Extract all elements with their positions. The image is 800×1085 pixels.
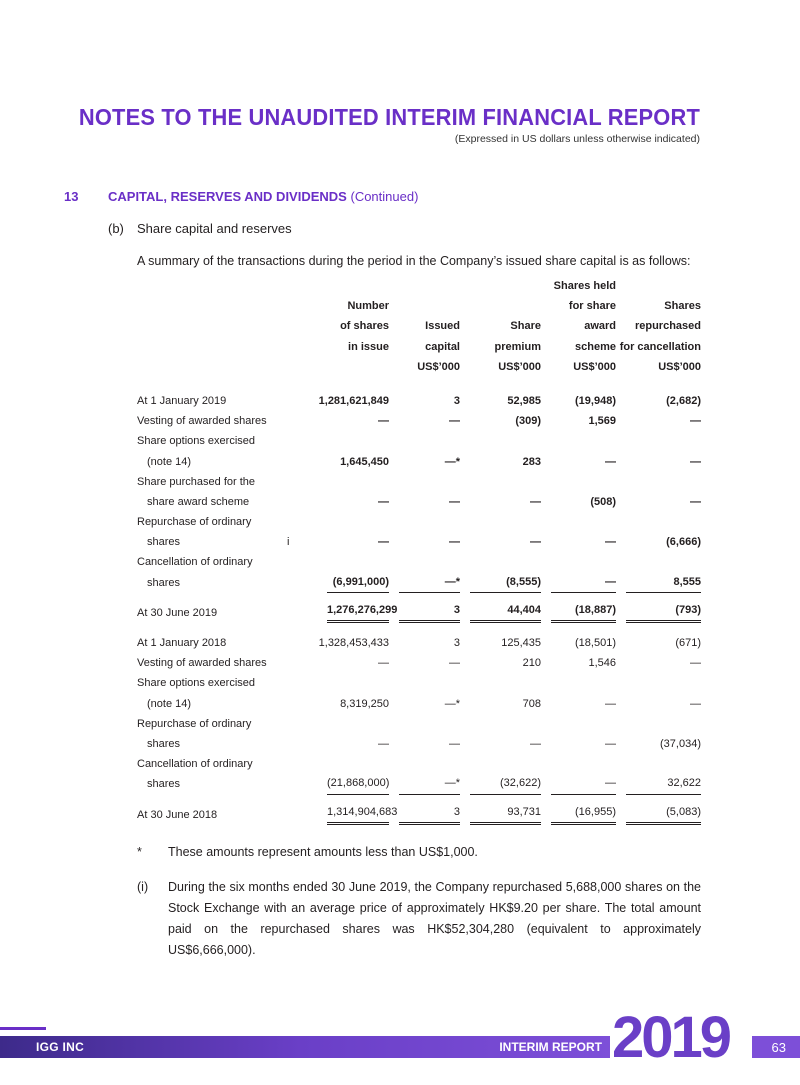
table-cell: 1,328,453,433 xyxy=(318,637,389,650)
table-cell: 8,555 xyxy=(626,572,701,593)
table-cell: 44,404 xyxy=(470,600,541,623)
table-cell: 3 xyxy=(399,802,460,825)
table-row xyxy=(137,754,701,774)
table-cell: — xyxy=(551,773,616,794)
table-row xyxy=(137,633,701,653)
table-cell: (18,501) xyxy=(575,637,616,650)
table-cell: 210 xyxy=(522,657,541,670)
table-cell: (2,682) xyxy=(666,394,701,407)
note-i xyxy=(137,877,701,961)
table-body xyxy=(137,380,701,825)
table-row xyxy=(137,472,701,492)
footnote xyxy=(137,845,478,859)
table-cell: — xyxy=(605,455,616,468)
table-cell: 1,569 xyxy=(588,415,616,428)
subsection-heading xyxy=(108,221,292,236)
row-label: shares xyxy=(147,737,181,750)
table-cell: 3 xyxy=(399,600,460,623)
subsection-title: Share capital and reserves xyxy=(137,221,292,236)
row-label: (note 14) xyxy=(147,455,192,468)
table-row xyxy=(137,452,701,472)
row-label: At 1 January 2018 xyxy=(137,637,227,650)
footer-company: IGG INC xyxy=(36,1040,85,1054)
row-label: Cancellation of ordinary xyxy=(137,758,253,771)
table-cell: 708 xyxy=(522,697,541,710)
row-label: At 1 January 2019 xyxy=(137,394,227,407)
table-cell: — xyxy=(605,697,616,710)
table-row xyxy=(137,411,701,431)
table-row xyxy=(137,603,701,623)
table-cell: (18,887) xyxy=(551,600,616,623)
table-cell: — xyxy=(449,415,460,428)
table-row xyxy=(137,512,701,532)
table-cell: — xyxy=(605,737,616,750)
table-cell: — xyxy=(449,657,460,670)
table-cell: — xyxy=(551,572,616,593)
table-cell: —* xyxy=(399,773,460,794)
row-label: shares xyxy=(147,576,181,589)
table-cell: — xyxy=(690,415,701,428)
table-cell: 1,314,904,683 xyxy=(327,802,389,825)
table-cell: (6,991,000) xyxy=(327,572,389,593)
table-cell: (16,955) xyxy=(551,802,616,825)
table-cell: — xyxy=(449,495,460,508)
table-row xyxy=(137,673,701,693)
table-cell: 1,645,450 xyxy=(340,455,389,468)
table-row xyxy=(137,532,701,552)
table-cell: —* xyxy=(444,697,460,710)
table-cell: 3 xyxy=(453,394,460,407)
table-header xyxy=(137,279,701,380)
section-continued: (Continued) xyxy=(350,189,419,204)
table-cell: 125,435 xyxy=(501,637,541,650)
row-label: Vesting of awarded shares xyxy=(137,657,267,670)
table-cell: — xyxy=(690,455,701,468)
section-heading xyxy=(64,189,418,204)
table-cell: — xyxy=(449,737,460,750)
table-cell: (19,948) xyxy=(575,394,616,407)
table-row xyxy=(137,492,701,512)
table-cell: (8,555) xyxy=(470,572,541,593)
table-cell: —* xyxy=(444,455,460,468)
section-title: CAPITAL, RESERVES AND DIVIDENDS xyxy=(108,189,347,204)
row-label: Share options exercised xyxy=(137,435,256,448)
table-cell: (309) xyxy=(515,415,541,428)
row-label: shares xyxy=(147,778,181,791)
table-cell: (37,034) xyxy=(660,737,701,750)
table-row xyxy=(137,553,701,573)
row-label: Vesting of awarded shares xyxy=(137,415,267,428)
table-cell: — xyxy=(449,536,460,549)
row-label: Share purchased for the xyxy=(137,475,256,488)
row-label: Cancellation of ordinary xyxy=(137,556,253,569)
page-subtitle: (Expressed in US dollars unless otherwise indicated) xyxy=(454,133,700,145)
row-label: share award scheme xyxy=(147,495,250,508)
page-number: 63 xyxy=(771,1040,786,1055)
table-row xyxy=(137,694,701,714)
footnote-mark: * xyxy=(137,845,142,859)
table-cell: 1,546 xyxy=(588,657,616,670)
footer-year-logo: 2019 xyxy=(612,1005,730,1070)
table-row xyxy=(137,774,701,794)
table-row xyxy=(137,573,701,593)
table-cell: — xyxy=(530,495,541,508)
table-cell: — xyxy=(378,536,389,549)
intro-paragraph: A summary of the transactions during the period in the Company’s issued share capital is as follows: xyxy=(137,254,691,268)
table-cell: 32,622 xyxy=(626,773,701,794)
table-cell: (671) xyxy=(675,637,701,650)
table-cell: — xyxy=(530,536,541,549)
table-cell: — xyxy=(378,415,389,428)
page-title: NOTES TO THE UNAUDITED INTERIM FINANCIAL REPORT xyxy=(78,104,701,130)
col-header-issued-capital: Issued capital US$’000 xyxy=(417,320,460,373)
note-i-text: During the six months ended 30 June 2019, the Company repurchased 5,688,000 shares on the Stock Exchange with an average price of approximately HK$9.20 per share. The total amount paid on the repurchased shares was HK$52,304,280 (equivalent to approximately US$6,666,000). xyxy=(168,880,701,957)
col-header-shares-held: Shares held for share award scheme US$’000 xyxy=(553,279,616,373)
table-cell: 3 xyxy=(453,637,460,650)
row-label: Repurchase of ordinary xyxy=(137,717,252,730)
row-label: At 30 June 2018 xyxy=(137,808,218,821)
row-note-ref: i xyxy=(287,536,290,549)
footer-report-label: INTERIM REPORT xyxy=(499,1040,602,1054)
col-header-share-premium: Share premium US$’000 xyxy=(494,320,541,373)
table-cell: —* xyxy=(399,572,460,593)
table-cell: 1,281,621,849 xyxy=(318,394,389,407)
table-cell: — xyxy=(690,495,701,508)
col-header-number-of-shares: Number of shares in issue xyxy=(340,300,389,353)
table-row xyxy=(137,431,701,451)
table-cell: 52,985 xyxy=(507,394,541,407)
table-cell: (508) xyxy=(590,495,616,508)
section-number: 13 xyxy=(64,189,79,204)
table-cell: 93,731 xyxy=(470,802,541,825)
table-row xyxy=(137,734,701,754)
table-cell: (6,666) xyxy=(666,536,701,549)
row-label: Share options exercised xyxy=(137,677,256,690)
table-cell: (5,083) xyxy=(626,802,701,825)
table-cell: (32,622) xyxy=(470,773,541,794)
table-cell: — xyxy=(378,657,389,670)
page-header xyxy=(0,104,700,145)
col-header-shares-repurchased: Shares repurchased for cancellation US$’000 xyxy=(619,300,701,373)
row-label: (note 14) xyxy=(147,697,192,710)
table-row xyxy=(137,653,701,673)
row-label: Repurchase of ordinary xyxy=(137,516,252,529)
table-cell: — xyxy=(605,536,616,549)
table-row xyxy=(137,714,701,734)
note-i-mark: (i) xyxy=(137,880,149,894)
table-row xyxy=(137,391,701,411)
table-row xyxy=(137,805,701,825)
table-cell: (21,868,000) xyxy=(327,773,389,794)
table-cell: — xyxy=(690,657,701,670)
row-label: shares xyxy=(147,536,181,549)
table-cell: 8,319,250 xyxy=(340,697,389,710)
table-cell: — xyxy=(530,737,541,750)
footer-accent-line xyxy=(0,1027,46,1030)
table-cell: — xyxy=(378,737,389,750)
subsection-label: (b) xyxy=(108,221,124,236)
table-cell: 283 xyxy=(522,455,541,468)
share-capital-table xyxy=(137,279,701,825)
row-label: At 30 June 2019 xyxy=(137,606,218,619)
footnote-text: These amounts represent amounts less than US$1,000. xyxy=(168,845,478,859)
table-cell: — xyxy=(690,697,701,710)
table-cell: — xyxy=(378,495,389,508)
table-cell: (793) xyxy=(626,600,701,623)
table-cell: 1,276,276,299 xyxy=(327,600,389,623)
